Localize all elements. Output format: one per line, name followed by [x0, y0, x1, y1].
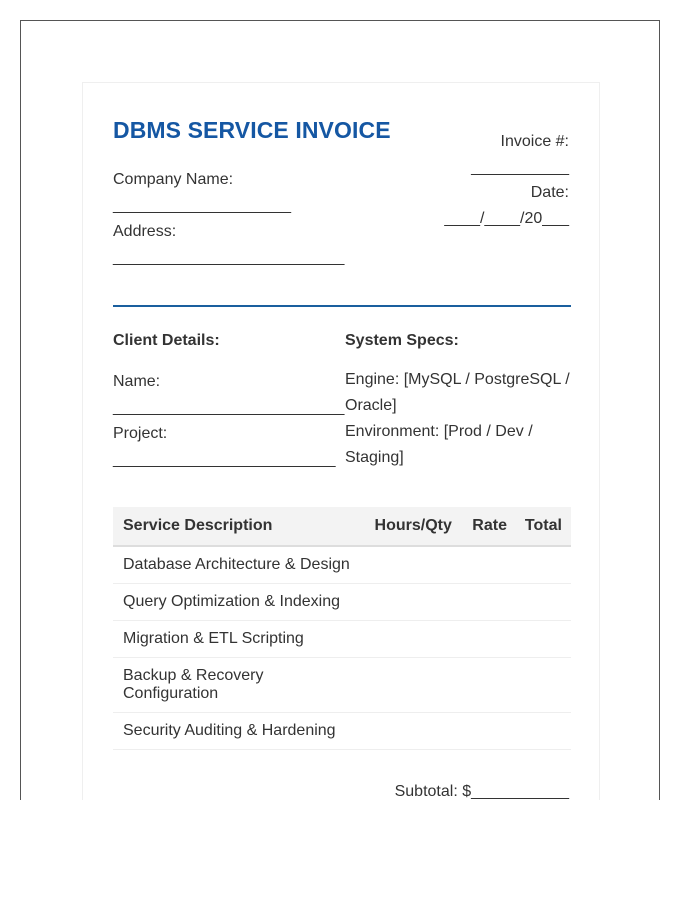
address-label: Address: — [113, 223, 177, 240]
hours-cell[interactable] — [363, 658, 463, 713]
subtotal-field[interactable]: Subtotal: $___________ — [394, 783, 569, 800]
document-frame — [20, 20, 660, 800]
col-rate: Rate — [463, 507, 515, 546]
table-header-row — [113, 507, 571, 546]
service-description-cell: Database Architecture & Design — [113, 546, 363, 584]
total-cell[interactable] — [516, 658, 571, 713]
environment-spec: Environment: [Prod / Dev / Staging] — [345, 423, 533, 466]
header-divider — [113, 305, 571, 307]
service-description-cell: Migration & ETL Scripting — [113, 621, 363, 658]
project-field[interactable]: _________________________ — [113, 451, 336, 468]
engine-spec: Engine: [MySQL / PostgreSQL / Oracle] — [345, 371, 570, 414]
table-row — [113, 546, 571, 584]
services-table — [113, 507, 571, 750]
address-field[interactable]: __________________________ — [113, 249, 345, 266]
date-field[interactable]: ____/____/20___ — [444, 210, 569, 227]
total-cell[interactable] — [516, 546, 571, 584]
client-name-label: Name: — [113, 373, 161, 390]
date-label: Date: — [530, 184, 569, 201]
hours-cell[interactable] — [363, 584, 463, 621]
client-name-field[interactable]: __________________________ — [113, 399, 345, 416]
rate-cell[interactable] — [463, 546, 515, 584]
invoice-sheet — [82, 82, 600, 800]
invoice-number-field[interactable]: ___________ — [471, 159, 569, 176]
col-total: Total — [516, 507, 571, 546]
invoice-title: DBMS SERVICE INVOICE — [113, 117, 391, 143]
col-hours-qty: Hours/Qty — [363, 507, 463, 546]
invoice-number-label: Invoice #: — [500, 133, 569, 150]
table-row — [113, 658, 571, 713]
rate-cell[interactable] — [463, 658, 515, 713]
total-cell[interactable] — [516, 713, 571, 750]
system-specs-heading: System Specs: — [345, 332, 459, 349]
col-service-description: Service Description — [113, 507, 363, 546]
company-name-field[interactable]: ____________________ — [113, 197, 291, 214]
table-row — [113, 584, 571, 621]
hours-cell[interactable] — [363, 621, 463, 658]
table-row — [113, 621, 571, 658]
rate-cell[interactable] — [463, 584, 515, 621]
hours-cell[interactable] — [363, 546, 463, 584]
service-description-cell: Security Auditing & Hardening — [113, 713, 363, 750]
total-cell[interactable] — [516, 621, 571, 658]
project-label: Project: — [113, 425, 168, 442]
client-details-heading: Client Details: — [113, 332, 220, 349]
hours-cell[interactable] — [363, 713, 463, 750]
company-name-label: Company Name: — [113, 171, 234, 188]
total-cell[interactable] — [516, 584, 571, 621]
service-description-cell: Query Optimization & Indexing — [113, 584, 363, 621]
rate-cell[interactable] — [463, 621, 515, 658]
rate-cell[interactable] — [463, 713, 515, 750]
table-row — [113, 713, 571, 750]
service-description-cell: Backup & Recovery Configuration — [113, 658, 363, 713]
